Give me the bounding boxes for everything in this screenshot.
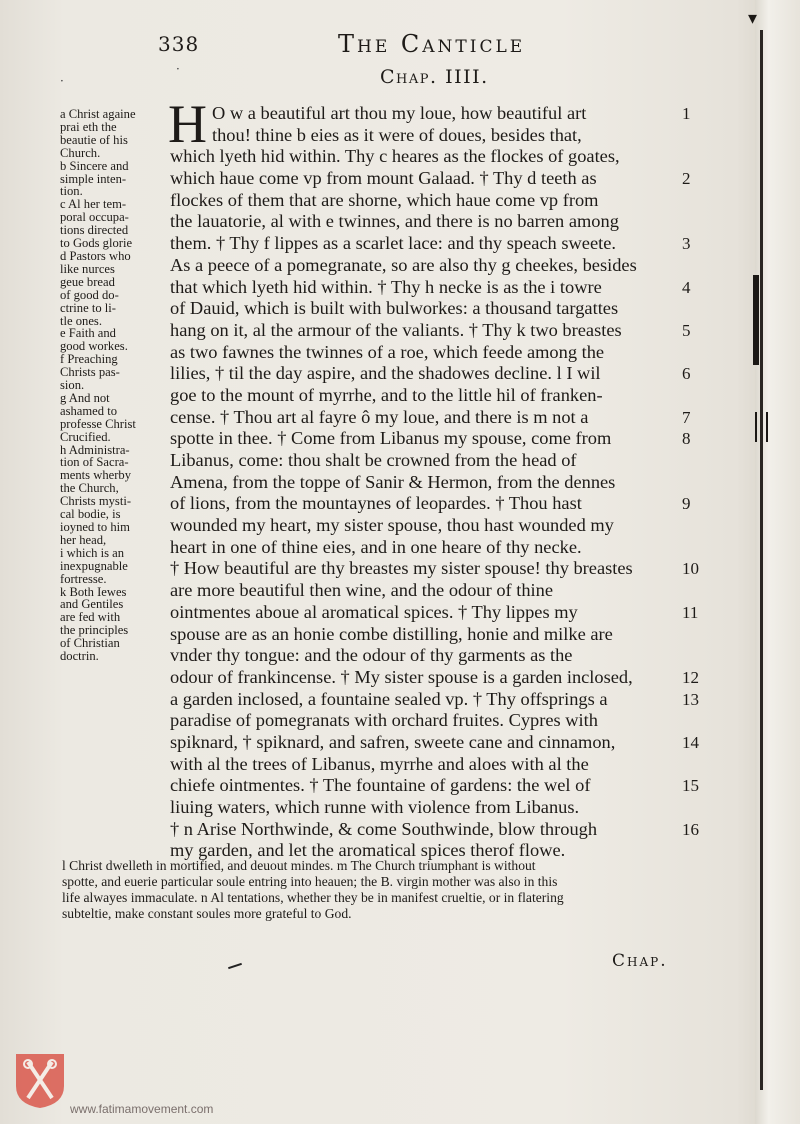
verse-number: 9 — [682, 494, 691, 514]
margin-note-line: her head, — [60, 532, 107, 547]
margin-note-line: the principles — [60, 623, 129, 638]
footnote-line: spotte, and euerie particular soule entring into heauen; the B. virgin mother was also in this — [62, 874, 558, 889]
verse-number: 4 — [682, 277, 691, 297]
verse-number: 14 — [682, 732, 699, 752]
verse-number — [682, 146, 712, 168]
margin-note-line: good workes. — [60, 339, 128, 354]
margin-notes — [60, 108, 172, 663]
verse-number: 11 — [682, 602, 699, 622]
text-line: † n Arise Northwinde, & come Southwinde, blow through — [170, 818, 598, 839]
margin-note-line: geue bread — [60, 274, 115, 289]
verse-number — [682, 537, 712, 559]
text-line: † How beautiful are thy breastes my sister spouse! thy breastes — [170, 558, 633, 579]
margin-note-line: poral occupa- — [60, 210, 129, 225]
text-line: the lauatorie, al with e twinnes, and there is no barren among — [170, 211, 619, 232]
verse-number: 2 — [682, 169, 691, 189]
margin-note-line: tle ones. — [60, 313, 102, 328]
verse-number: 1 — [682, 104, 691, 123]
margin-note-line: tions directed — [60, 223, 129, 238]
verse-number — [682, 190, 712, 212]
text-line: odour of frankincense. † My sister spouse is a garden inclosed, — [170, 666, 633, 687]
text-line: spiknard, † spiknard, and safren, sweete cane and cinnamon, — [170, 731, 616, 752]
page-gutter-line — [760, 30, 763, 1090]
text-line: my garden, and let the aromatical spices therof flowe. — [170, 840, 566, 861]
text-line: chiefe ointmentes. † The fountaine of gardens: the wel of — [170, 775, 591, 796]
stray-mark: · — [176, 62, 180, 76]
verse-number — [682, 645, 712, 667]
edge-mark — [755, 412, 757, 442]
text-line: a garden inclosed, a fountaine sealed vp. † Thy offsprings a — [170, 688, 608, 709]
margin-note-line: a Christ againe — [60, 107, 136, 121]
verse-number — [682, 515, 712, 537]
text-line: wounded my heart, my sister spouse, thou hast wounded my — [170, 515, 614, 536]
verse-number — [682, 450, 712, 472]
text-line: paradise of pomegranats with orchard fruites. Cypres with — [170, 710, 598, 731]
margin-note-line: inexpugnable — [60, 558, 128, 573]
text-line: hang on it, al the armour of the valiants. † Thy k two breastes — [170, 319, 622, 340]
margin-note-line: Christs pas- — [60, 365, 120, 380]
verse-number: 16 — [682, 819, 699, 839]
verse-number — [682, 797, 712, 819]
margin-note-line: Christs mysti- — [60, 494, 132, 509]
verse-number — [682, 624, 712, 646]
text-line: O w a beautiful art thou my loue, how beautiful art — [212, 103, 587, 123]
text-line: cense. † Thou art al fayre ô my loue, and there is m not a — [170, 406, 589, 427]
margin-note-line: sion. — [60, 378, 85, 393]
text-line: thou! thine b eies as it were of doues, besides that, — [212, 124, 582, 145]
verse-number — [682, 255, 712, 277]
verse-number — [682, 754, 712, 776]
verse-number — [682, 342, 712, 364]
running-title: The Canticle — [338, 30, 526, 58]
text-line: vnder thy tongue: and the odour of thy garments as the — [170, 645, 573, 666]
margin-note-line: ioyned to him — [60, 520, 130, 534]
text-line: them. † Thy f lippes as a scarlet lace: and thy speach sweete. — [170, 233, 616, 254]
text-line: of lions, from the mountaynes of leopardes. † Thou hast — [170, 493, 582, 514]
margin-note-line: the Church, — [60, 481, 119, 496]
verse-number: 3 — [682, 234, 691, 254]
verse-number — [682, 298, 712, 320]
text-line: with al the trees of Libanus, myrrhe and aloes with al the — [170, 753, 589, 774]
watermark-url: www.fatimamovement.com — [70, 1102, 214, 1116]
papal-seal-logo — [14, 1052, 66, 1110]
margin-note-line: Church. — [60, 145, 101, 160]
verse-numbers — [682, 103, 712, 862]
verse-number: 5 — [682, 320, 691, 340]
verse-number — [682, 211, 712, 233]
ink-mark — [228, 963, 242, 969]
margin-note-line: cal bodie, is — [60, 507, 121, 522]
margin-note-line: like nurces — [60, 261, 115, 276]
text-line: Amena, from the toppe of Sanir & Hermon, from the dennes — [170, 471, 616, 492]
margin-note-line: of good do- — [60, 287, 119, 302]
margin-note-line: tion. — [60, 184, 83, 199]
footnote-line: life alwayes immaculate. n Al tentations, whether they be in manifest crueltie, or in flatering — [62, 890, 564, 905]
chapter-heading: Chap. IIII. — [380, 66, 489, 88]
margin-note-line: d Pastors who — [60, 248, 131, 263]
margin-note-line: beautie of his — [60, 132, 128, 147]
text-line: which haue come vp from mount Galaad. † Thy d teeth as — [170, 168, 597, 189]
text-line: liuing waters, which runne with violence from Libanus. — [170, 797, 580, 817]
verse-number: 7 — [682, 407, 691, 427]
margin-note-line: i which is an — [60, 545, 125, 560]
margin-note-line: professe Christ — [60, 416, 136, 431]
drop-cap: H — [168, 94, 207, 154]
text-line: As a peece of a pomegranate, so are also thy g cheekes, besides — [170, 254, 637, 275]
margin-note-line: and Gentiles — [60, 597, 124, 612]
text-line: as two fawnes the twinnes of a roe, which feede among the — [170, 341, 605, 362]
margin-note-line: Crucified. — [60, 429, 111, 444]
footnote-line: subteltie, make constant soules more grateful to God. — [62, 906, 352, 921]
verse-number: 10 — [682, 559, 699, 579]
margin-note-line: ashamed to — [60, 403, 118, 418]
edge-mark — [753, 275, 759, 365]
edge-mark — [766, 412, 768, 442]
margin-note-line: h Administra- — [60, 442, 130, 457]
stray-mark: · — [60, 74, 64, 88]
margin-note-line: of Christian — [60, 636, 120, 651]
text-line: spouse are as an honie combe distilling, honie and milke are — [170, 623, 613, 644]
verse-number: 15 — [682, 776, 699, 796]
body-text — [170, 103, 682, 862]
margin-note-line: k Both Iewes — [60, 584, 127, 599]
text-line: spotte in thee. † Come from Libanus my spouse, come from — [170, 428, 612, 449]
margin-note-line: to Gods glorie — [60, 236, 133, 251]
text-line: are more beautiful then wine, and the odour of thine — [170, 580, 554, 601]
margin-note-line: ctrine to li- — [60, 300, 116, 315]
verse-number — [682, 385, 712, 407]
page-number: 338 — [158, 32, 200, 56]
margin-note-line: tion of Sacra- — [60, 455, 129, 470]
margin-note-line: fortresse. — [60, 571, 107, 586]
margin-note-line: ments wherby — [60, 468, 131, 483]
verse-number: 8 — [682, 429, 691, 449]
margin-note-line: are fed with — [60, 610, 121, 625]
footnote-line: l Christ dwelleth in mortified, and deuout mindes. m The Church triumphant is without — [62, 858, 536, 873]
margin-note-line: prai eth the — [60, 119, 117, 134]
margin-note-line: g And not — [60, 390, 110, 405]
text-line: of Dauid, which is built with bulworkes: a thousand targattes — [170, 298, 619, 319]
verse-number: 6 — [682, 364, 691, 384]
margin-note-line: c Al her tem- — [60, 197, 127, 212]
corner-mark: ▾ — [748, 8, 758, 29]
verse-number — [682, 580, 712, 602]
verse-number — [682, 472, 712, 494]
verse-number — [682, 125, 712, 147]
verse-number — [682, 710, 712, 732]
text-line: flockes of them that are shorne, which haue come vp from — [170, 189, 599, 210]
text-line: ointmentes aboue al aromatical spices. † Thy lippes my — [170, 601, 578, 622]
text-line: which lyeth hid within. Thy c heares as the flockes of goates, — [170, 146, 620, 167]
margin-note-line: e Faith and — [60, 326, 116, 341]
margin-note-line: simple inten- — [60, 171, 127, 186]
text-line: lilies, † til the day aspire, and the shadowes decline. l I wil — [170, 363, 601, 384]
verse-number: 13 — [682, 689, 699, 709]
text-line: that which lyeth hid within. † Thy h necke is as the i towre — [170, 276, 602, 297]
footnotes — [62, 858, 712, 922]
catchword: Chap. — [612, 951, 668, 971]
text-line: goe to the mount of myrrhe, and to the little hil of franken- — [170, 384, 603, 405]
margin-note-line: b Sincere and — [60, 158, 129, 173]
text-line: Libanus, come: thou shalt be crowned from the head of — [170, 450, 577, 470]
text-line: heart in one of thine eies, and in one heare of thy necke. — [170, 536, 582, 557]
verse-number: 12 — [682, 667, 699, 687]
margin-note-line: f Preaching — [60, 352, 118, 367]
margin-note-line: doctrin. — [60, 649, 99, 664]
